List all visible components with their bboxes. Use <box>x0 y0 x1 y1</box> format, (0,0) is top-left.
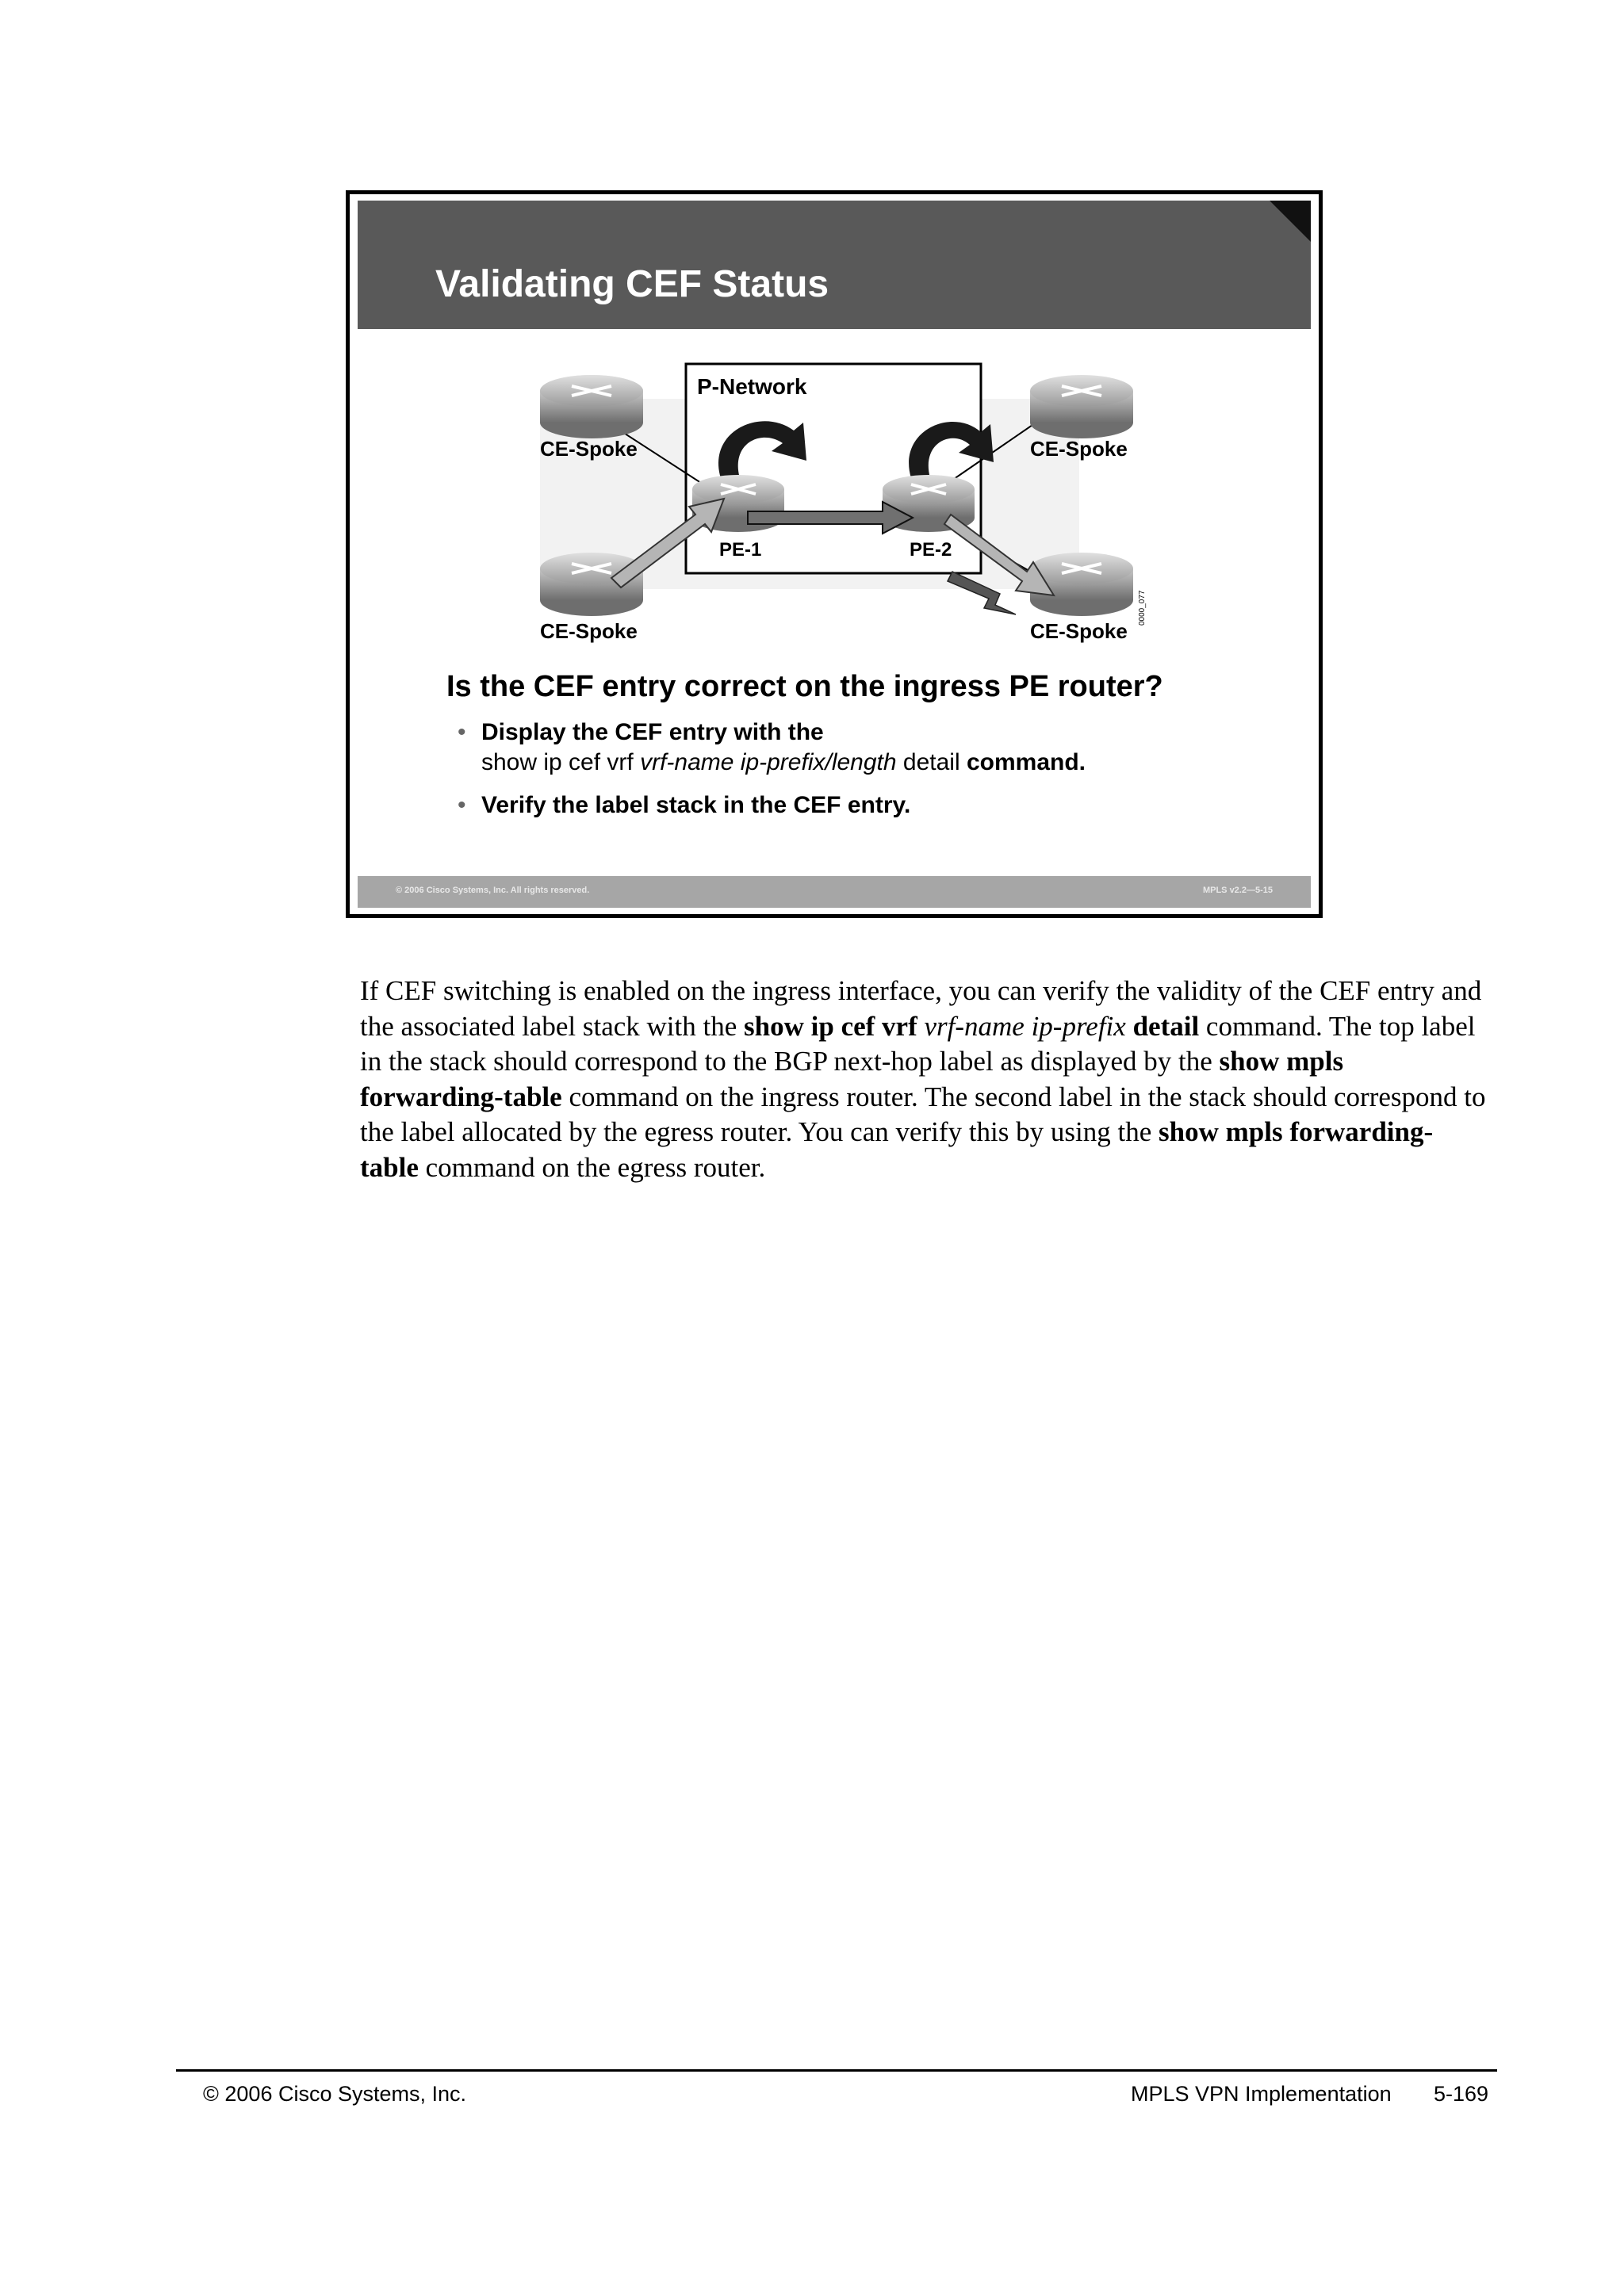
ce-top-left-label: CE-Spoke <box>540 437 638 461</box>
arg-ip-prefix-length: ip-prefix/length <box>740 749 897 775</box>
slide-footer-copyright: © 2006 Cisco Systems, Inc. All rights reserved. <box>396 886 590 895</box>
body-text-3: command on the ingress router. The second label in the stack should correspond to the label allocated by the egress router. You can verify this by using the <box>360 1081 1486 1147</box>
corner-fold-icon <box>1270 201 1311 242</box>
slide-footer <box>358 876 1311 908</box>
slide-content <box>358 201 1311 908</box>
body-cmd-args: vrf-name ip-prefix <box>924 1010 1126 1042</box>
cmd-show-ip-cef-vrf: show ip cef vrf <box>481 749 634 775</box>
body-paragraph <box>360 974 1486 1185</box>
pe1-label: PE-1 <box>719 539 762 561</box>
bullet-dot-icon: • <box>458 719 466 745</box>
slide-title: Validating CEF Status <box>435 263 829 305</box>
ce-top-right-label: CE-Spoke <box>1030 437 1128 461</box>
bullet-dot-icon: • <box>458 792 466 818</box>
body-cmd-show-mpls-2: show mpls forwarding-table <box>360 1116 1434 1183</box>
router-icon-ce-top-right <box>1030 375 1133 438</box>
body-text-4: command on the egress router. <box>418 1151 766 1183</box>
p-network-label: P-Network <box>697 374 807 399</box>
network-diagram <box>492 359 1174 643</box>
router-icon-ce-top-left <box>540 375 643 438</box>
slide-question: Is the CEF entry correct on the ingress PE router? <box>446 670 1163 703</box>
ce-bottom-right-label: CE-Spoke <box>1030 619 1128 643</box>
footer-copyright: © 2006 Cisco Systems, Inc. <box>203 2082 467 2106</box>
figure-id: 0000_077 <box>1138 590 1147 626</box>
pe2-label: PE-2 <box>910 539 952 561</box>
slide-footer-course: MPLS v2.2—5-15 <box>1202 886 1273 895</box>
slide-bullets <box>458 718 1086 821</box>
bullet-verify-label-stack <box>458 790 1086 821</box>
cmd-detail: detail <box>902 749 960 775</box>
bullet-display-cef <box>458 718 1086 778</box>
bullet1-line2 <box>481 748 1086 778</box>
bullet2-text: Verify the label stack in the CEF entry. <box>481 792 911 818</box>
router-icon-ce-bottom-left <box>540 553 643 616</box>
slide-title-bar <box>358 201 1311 329</box>
command-word: command. <box>966 749 1086 775</box>
body-cmd-show-ip-cef-vrf: show ip cef vrf <box>744 1010 917 1042</box>
bullet1-line1: Display the CEF entry with the <box>481 719 824 745</box>
body-text-1: If CEF switching is enabled on the ingress interface, you can verify the validity of the CEF entry and the associated label stack with the <box>360 975 1482 1042</box>
ce-bottom-left-label: CE-Spoke <box>540 619 638 643</box>
body-text-2: command. The top label in the stack should correspond to the BGP next-hop label as displayed by the <box>360 1010 1476 1077</box>
arg-vrf-name: vrf-name <box>640 749 734 775</box>
page-number: 5-169 <box>1434 2082 1489 2106</box>
body-cmd-show-mpls-1: show mpls forwarding-table <box>360 1046 1344 1112</box>
footer-divider <box>176 2069 1497 2072</box>
slide-frame <box>346 190 1323 918</box>
body-cmd-detail: detail <box>1132 1010 1200 1042</box>
footer-course-title: MPLS VPN Implementation <box>1131 2082 1392 2106</box>
